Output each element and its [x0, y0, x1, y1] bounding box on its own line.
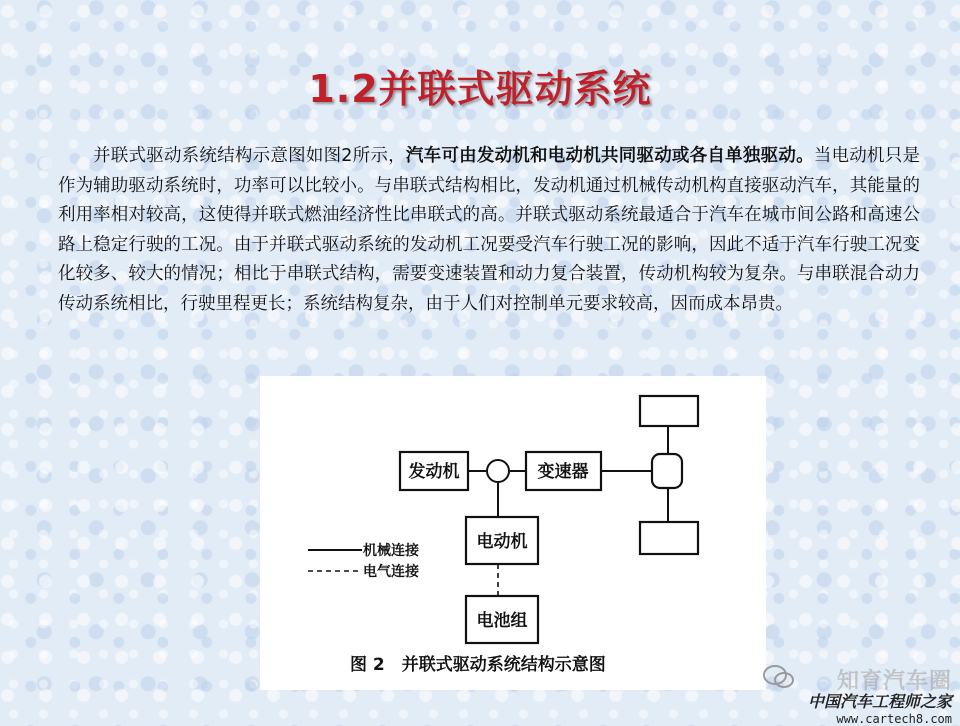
- paragraph-bold-text: 汽车可由发动机和电动机共同驱动或各自单独驱动。: [405, 146, 814, 166]
- battery-label: 电池组: [476, 611, 528, 631]
- diagram-svg: [260, 376, 766, 690]
- watermark-site-name: 中国汽车工程师之家: [807, 692, 952, 711]
- watermark-url: www.cartech8.com: [836, 712, 952, 726]
- legend-mechanical-label: 机械连接: [363, 543, 419, 559]
- figure-caption: 图 2 并联式驱动系统结构示意图: [350, 655, 606, 675]
- legend-electrical-label: 电气连接: [363, 564, 419, 580]
- paragraph-text-1: 并联式驱动系统结构示意图如图2所示，: [93, 146, 406, 166]
- differential-box: [652, 454, 682, 488]
- transmission-label: 变速器: [537, 462, 589, 482]
- lower-wheel-box: [640, 522, 698, 554]
- body-paragraph: [58, 142, 920, 319]
- upper-wheel-box: [640, 396, 698, 426]
- power-coupler-circle: [487, 460, 509, 482]
- slide-title: 1.2并联式驱动系统: [308, 67, 652, 111]
- watermark: [752, 664, 952, 726]
- figure-parallel-drive-diagram: [260, 376, 766, 690]
- paragraph-text-2: 当电动机只是作为辅助驱动系统时，功率可以比较小。与串联式结构相比，发动机通过机械传动机构直接驱动汽车，其能量的利用率相对较高，这使得并联式燃油经济性比串联式的高。并联式驱动系统最适合于汽车在城市间公路和高速公路上稳定行驶的工况。由于并联式驱动系统的发动机工况要受汽车行驶工况的影响，因此不适于汽车行驶工况变化较多、较大的情况；相比于串联式结构，需要变速装置和动力复合装置，传动机构较为复杂。与串联混合动力传动系统相比，行驶里程更长；系统结构复杂，由于人们对控制单元要求较高，因而成本昂贵。: [58, 146, 921, 314]
- engine-label: 发动机: [408, 462, 460, 482]
- watermark-ghost-text: 知育汽车圈: [836, 669, 952, 694]
- motor-label: 电动机: [476, 532, 528, 552]
